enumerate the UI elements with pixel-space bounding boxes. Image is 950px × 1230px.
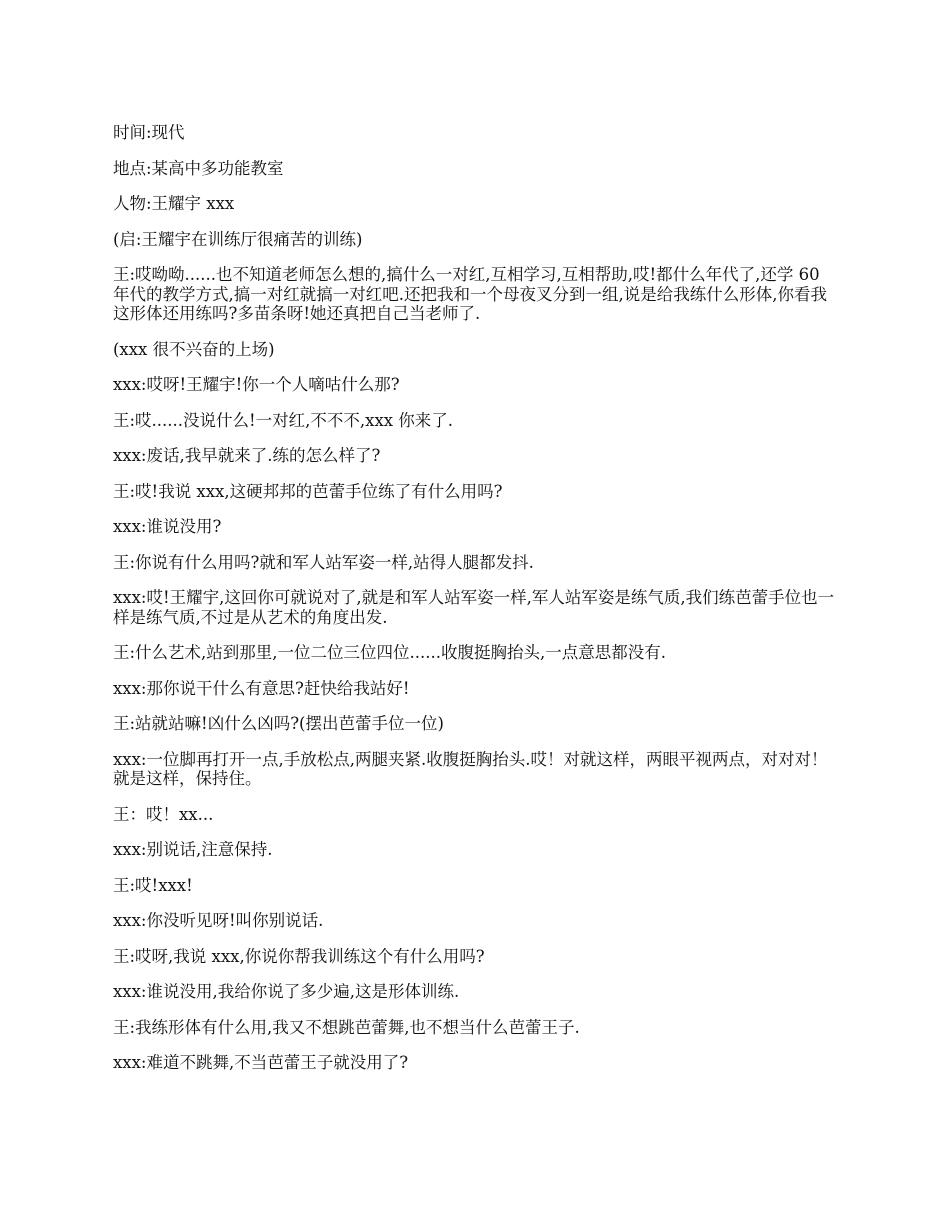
- dialogue-line: xxx:那你说干什么有意思?赶快给我站好!: [113, 678, 410, 698]
- dialogue-line: xxx:别说话,注意保持.: [113, 840, 273, 859]
- dialogue-line: xxx:你没听见呀!叫你别说话.: [113, 911, 324, 930]
- dialogue-line: xxx:谁说没用?: [113, 517, 222, 536]
- dialogue-line: 王:你说有什么用吗?就和军人站军姿一样,站得人腿都发抖.: [113, 552, 534, 572]
- dialogue-line: 王:什么艺术,站到那里,一位二位三位四位......收腹挺胸抬头,一点意思都没有.: [113, 643, 667, 662]
- dialogue-line: xxx:废话,我早就来了.练的怎么样了?: [113, 446, 381, 465]
- dialogue-line: xxx:哎!王耀宇,这回你可就说对了,就是和军人站军姿一样,军人站军姿是练气质,我们练芭蕾手位也一样是练气质,不过是从艺术的角度出发.: [113, 588, 835, 627]
- dialogue-line: xxx:哎呀!王耀宇!你一个人嘀咕什么那?: [113, 375, 400, 394]
- dialogue-line: 王:哎!xxx!: [113, 875, 193, 895]
- dialogue-line: xxx:谁说没用,我给你说了多少遍,这是形体训练.: [113, 982, 460, 1001]
- dialogue-line: 王：哎！xx...: [113, 804, 214, 824]
- dialogue-line: 王:哎呀,我说 xxx,你说你帮我训练这个有什么用吗?: [113, 946, 485, 966]
- paragraph-time: 时间:现代: [113, 123, 185, 142]
- dialogue-line: 王:哎呦呦......也不知道老师怎么想的,搞什么一对红,互相学习,互相帮助,哎!都什么年代了,还学 60 年代的教学方式,搞一对红就搞一对红吧.还把我和一个母夜叉分到一组,说是给我练什么形体,你看我这形体还用练吗?多苗条呀!她还真把自己当老师了.: [113, 265, 827, 323]
- dialogue-line: 王:哎!我说 xxx,这硬邦邦的芭蕾手位练了有什么用吗?: [113, 481, 503, 501]
- dialogue-line: 王:哎......没说什么!一对红,不不不,xxx 你来了.: [113, 410, 454, 430]
- paragraph-stage-direction: (启:王耀宇在训练厅很痛苦的训练): [113, 229, 363, 249]
- document-body: [113, 123, 838, 1089]
- dialogue-line: xxx:一位脚再打开一点,手放松点,两腿夹紧.收腹挺胸抬头.哎！对就这样，两眼平视两点，对对对！就是这样，保持住。: [113, 749, 828, 788]
- dialogue-line: 王:我练形体有什么用,我又不想跳芭蕾舞,也不想当什么芭蕾王子.: [113, 1017, 580, 1037]
- paragraph-stage-direction: (xxx 很不兴奋的上场): [113, 339, 275, 359]
- dialogue-line: xxx:难道不跳舞,不当芭蕾王子就没用了?: [113, 1053, 409, 1072]
- paragraph-characters: 人物:王耀宇 xxx: [113, 194, 235, 213]
- dialogue-line: 王:站就站嘛!凶什么凶吗?(摆出芭蕾手位一位): [113, 714, 444, 733]
- paragraph-location: 地点:某高中多功能教室: [113, 158, 284, 178]
